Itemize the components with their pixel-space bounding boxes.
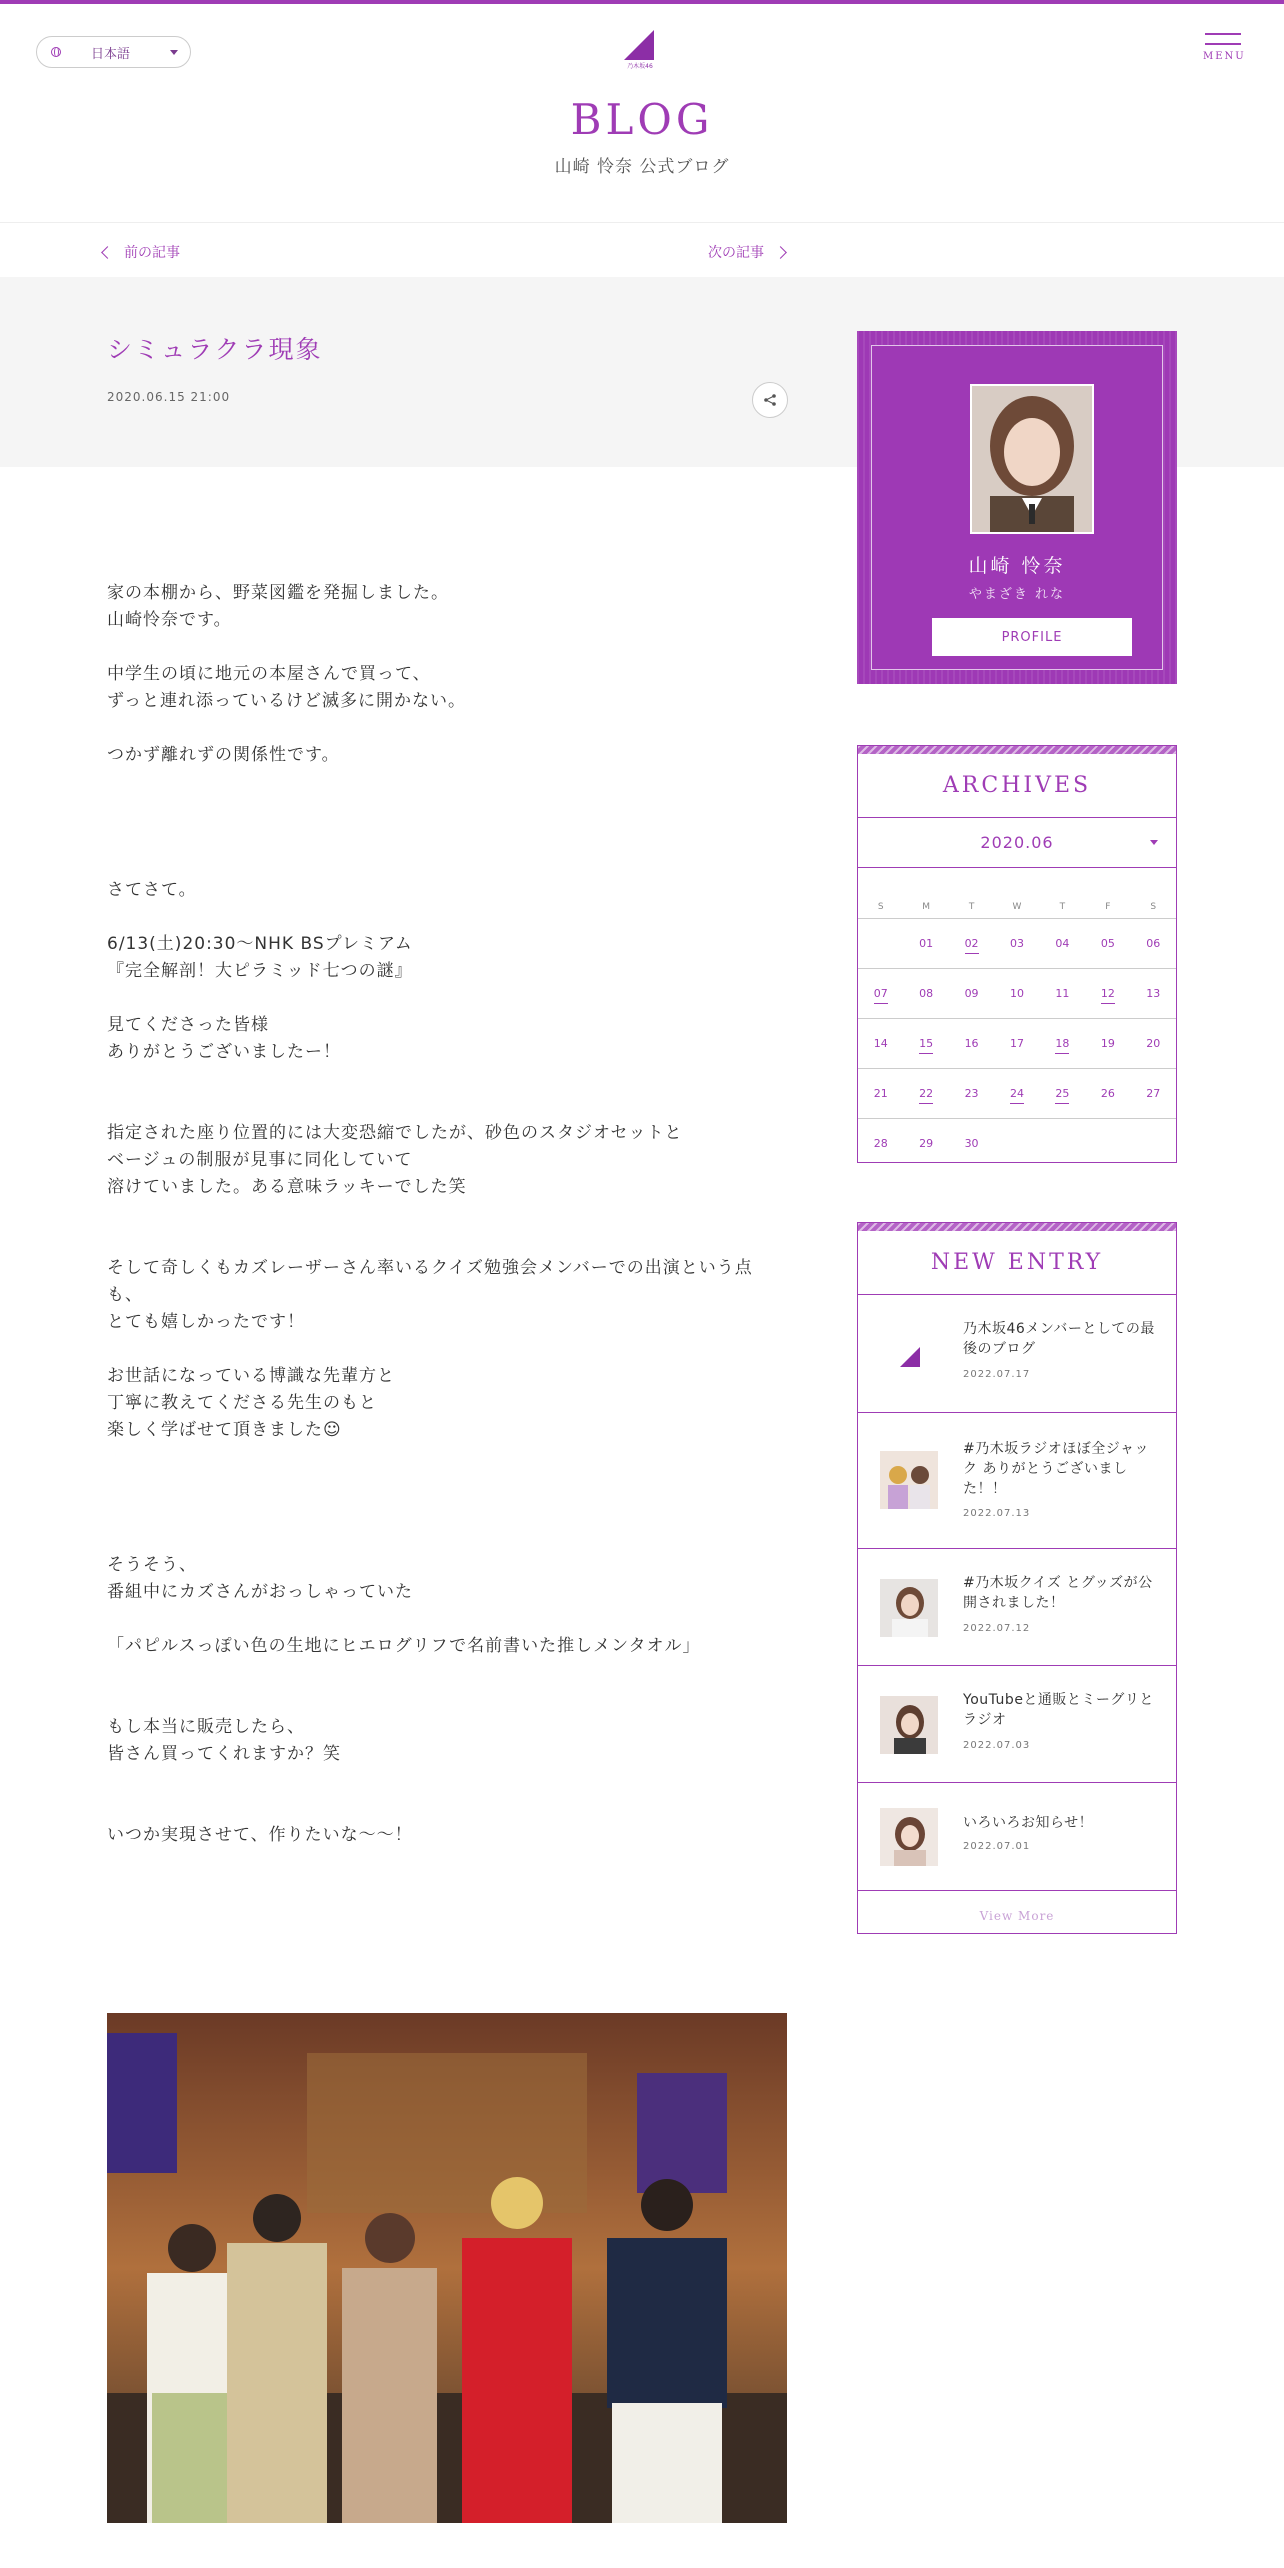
calendar-day[interactable] (1040, 1037, 1085, 1050)
chevron-down-icon (1150, 840, 1158, 845)
entry-date: 2022.07.01 (963, 1841, 1031, 1852)
calendar-day-label: 06 (1146, 937, 1161, 950)
calendar-day-label: 27 (1146, 1087, 1161, 1100)
calendar-day (1085, 1087, 1130, 1100)
post-body-text: 家の本棚から、野菜図鑑を発掘しました。 山崎怜奈です。 中学生の頃に地元の本屋さんで買って、 ずっと連れ添っているけど滅多に開かない。 つかず離れずの関係性です。 さてさて。 6/13(土)20:30〜NHK BSプレミアム 『完全解剖！大ピラミッド七つの謎』 見てくださった皆様 ありがとうございましたー！ 指定された座り位置的には大変恐縮でしたが、砂色のスタジオセットと ベージュの制服が見事に同化していて 溶けていました。ある意味ラッキーでした笑 そして奇しくもカズレーザーさん率いるクイズ勉強会メンバーでの出演という点も、 とても嬉しかったです！ お世話になっている博識な先輩方と 丁寧に教えてくださる先生のもと 楽しく学ばせて頂きました☺︎ そうそう、 番組中にカズさんがおっしゃっていた 「パピルスっぽい色の生地にヒエログリフで名前書いた推しメンタオル」 もし本当に販売したら、 皆さん買ってくれますか？笑 いつか実現させて、作りたいな〜〜！ (107, 583, 753, 1845)
calendar-day-label: 12 (1101, 987, 1115, 1004)
calendar-day (994, 987, 1039, 1000)
calendar-day-label: 30 (964, 1137, 979, 1150)
entry-item[interactable] (858, 1549, 1176, 1666)
calendar-day-label: 19 (1100, 1037, 1115, 1050)
calendar-day[interactable] (903, 1037, 948, 1050)
entry-date: 2022.07.13 (963, 1508, 1031, 1519)
calendar-day-label: 05 (1100, 937, 1115, 950)
hamburger-icon (1205, 33, 1241, 35)
new-entry-widget (857, 1222, 1177, 1934)
calendar-day[interactable] (903, 1087, 948, 1100)
entry-photo (880, 1451, 938, 1509)
calendar-day (994, 1037, 1039, 1050)
logo-triangle-icon (624, 30, 654, 60)
weekday-label: T (1059, 902, 1066, 912)
calendar-day (858, 1087, 903, 1100)
divider (0, 222, 1284, 223)
archives-title: ARCHIVES (858, 754, 1176, 818)
calendar-week (858, 918, 1176, 968)
logo-triangle-icon (880, 1325, 938, 1383)
entry-date: 2022.07.17 (963, 1369, 1031, 1380)
calendar-day-label: 02 (965, 937, 979, 954)
entry-item[interactable] (858, 1783, 1176, 1891)
calendar (858, 886, 1176, 1168)
entry-photo (880, 1696, 938, 1754)
calendar-day[interactable] (994, 1087, 1039, 1100)
calendar-day (858, 1037, 903, 1050)
calendar-day-label: 15 (919, 1037, 933, 1054)
new-entry-title: NEW ENTRY (858, 1231, 1176, 1295)
calendar-weeks (858, 918, 1176, 1168)
calendar-day-label: 04 (1055, 937, 1070, 950)
calendar-day-label: 13 (1146, 987, 1161, 1000)
calendar-weekdays (858, 886, 1176, 918)
profile-card (857, 331, 1177, 684)
language-label: 日本語 (91, 46, 131, 62)
profile-card-frame (871, 345, 1163, 670)
calendar-day-label: 28 (873, 1137, 888, 1150)
chevron-right-icon (774, 246, 787, 259)
share-icon (763, 393, 777, 407)
calendar-day[interactable] (949, 937, 994, 950)
calendar-day-label: 23 (964, 1087, 979, 1100)
language-selector[interactable] (36, 36, 191, 68)
chevron-left-icon (101, 246, 114, 259)
prev-post-label: 前の記事 (124, 245, 180, 261)
post-body (107, 580, 787, 1849)
view-more-link[interactable]: View More (979, 1909, 1055, 1923)
calendar-day-label: 14 (873, 1037, 888, 1050)
weekday-label: S (1150, 902, 1157, 912)
archives-widget (857, 745, 1177, 1163)
calendar-day-label: 16 (964, 1037, 979, 1050)
calendar-day-label: 22 (919, 1087, 933, 1104)
calendar-day (1040, 987, 1085, 1000)
calendar-day (949, 1037, 994, 1050)
studio-group-photo (107, 2013, 787, 2523)
post-photo (107, 2013, 787, 2523)
calendar-day-label: 01 (919, 937, 934, 950)
top-accent-line (0, 0, 1284, 4)
entry-title: #乃木坂クイズ とグッズが公開されました！ (963, 1575, 1153, 1611)
calendar-day (858, 1137, 903, 1150)
calendar-day (903, 987, 948, 1000)
next-post-label: 次の記事 (708, 245, 764, 261)
weekday-label: M (922, 902, 931, 912)
calendar-week (858, 1018, 1176, 1068)
entry-title: #乃木坂ラジオほぼ全ジャック ありがとうございました！！ (963, 1441, 1149, 1497)
entry-thumbnail (880, 1696, 938, 1754)
logo-text: 乃木坂46 (627, 63, 653, 70)
entry-thumbnail (880, 1579, 938, 1637)
member-name-kana: やまざき れな (968, 587, 1066, 602)
calendar-day-label: 10 (1009, 987, 1024, 1000)
calendar-day-label: 08 (919, 987, 934, 1000)
chevron-down-icon (170, 50, 178, 55)
share-button[interactable] (752, 382, 788, 418)
weekday-label: T (968, 902, 975, 912)
site-logo[interactable] (624, 30, 656, 70)
calendar-week (858, 968, 1176, 1018)
calendar-day (1131, 1037, 1176, 1050)
calendar-day-label: 07 (874, 987, 888, 1004)
entry-thumbnail (880, 1808, 938, 1866)
avatar (970, 384, 1094, 534)
month-selector[interactable] (858, 818, 1176, 868)
next-post-link[interactable] (708, 242, 785, 262)
prev-post-link[interactable] (103, 242, 180, 262)
weekday-label: W (1012, 902, 1022, 912)
hamburger-icon-bar (1205, 43, 1241, 45)
entry-date: 2022.07.12 (963, 1623, 1031, 1634)
calendar-day (1085, 937, 1130, 950)
profile-button[interactable]: PROFILE (932, 618, 1132, 656)
calendar-day[interactable] (1085, 987, 1130, 1000)
calendar-day[interactable] (858, 987, 903, 1000)
calendar-day (949, 987, 994, 1000)
entry-title: 乃木坂46メンバーとしての最後のブログ (963, 1321, 1155, 1357)
calendar-day-label: 11 (1055, 987, 1070, 1000)
decorative-border (858, 1223, 1176, 1231)
weekday-label: F (1105, 902, 1111, 912)
calendar-day (994, 937, 1039, 950)
weekday-label: S (877, 902, 884, 912)
calendar-day-label: 09 (964, 987, 979, 1000)
post-date: 2020.06.15 21:00 (107, 390, 231, 404)
menu-button[interactable] (1203, 33, 1246, 62)
page-title: BLOG (570, 95, 714, 144)
month-selector-value: 2020.06 (980, 833, 1054, 852)
entry-photo (880, 1808, 938, 1866)
calendar-day-label: 03 (1009, 937, 1024, 950)
calendar-day (1131, 937, 1176, 950)
calendar-day (903, 937, 948, 950)
calendar-week (858, 1118, 1176, 1168)
calendar-day-label: 25 (1055, 1087, 1069, 1104)
entry-thumbnail (880, 1451, 938, 1509)
entry-item[interactable] (858, 1666, 1176, 1783)
post-title: シミュラクラ現象 (107, 335, 323, 364)
menu-label: MENU (1203, 51, 1246, 62)
calendar-day (1131, 1087, 1176, 1100)
calendar-day-label: 21 (873, 1087, 888, 1100)
page-subtitle: 山崎 怜奈 公式ブログ (554, 157, 730, 177)
entry-title: いろいろお知らせ！ (963, 1815, 1094, 1831)
calendar-day-label: 24 (1010, 1087, 1024, 1104)
member-name: 山崎 怜奈 (968, 555, 1066, 577)
entry-date: 2022.07.03 (963, 1740, 1031, 1751)
calendar-day-label: 17 (1009, 1037, 1024, 1050)
calendar-day-label: 26 (1100, 1087, 1115, 1100)
calendar-day (1131, 987, 1176, 1000)
calendar-day (1040, 937, 1085, 950)
entry-photo (880, 1579, 938, 1637)
entry-thumbnail (880, 1325, 938, 1383)
member-portrait (972, 386, 1092, 532)
entry-item[interactable] (858, 1413, 1176, 1549)
calendar-day-label: 18 (1055, 1037, 1069, 1054)
calendar-day (1085, 1037, 1130, 1050)
entry-item[interactable] (858, 1295, 1176, 1413)
calendar-day-label: 20 (1146, 1037, 1161, 1050)
calendar-day[interactable] (1040, 1087, 1085, 1100)
globe-icon (51, 47, 61, 57)
decorative-border (858, 746, 1176, 754)
calendar-day-label: 29 (919, 1137, 934, 1150)
calendar-week (858, 1068, 1176, 1118)
calendar-day (949, 1137, 994, 1150)
calendar-day (903, 1137, 948, 1150)
entry-title: YouTubeと通販とミーグリとラジオ (963, 1692, 1154, 1728)
calendar-day (949, 1087, 994, 1100)
